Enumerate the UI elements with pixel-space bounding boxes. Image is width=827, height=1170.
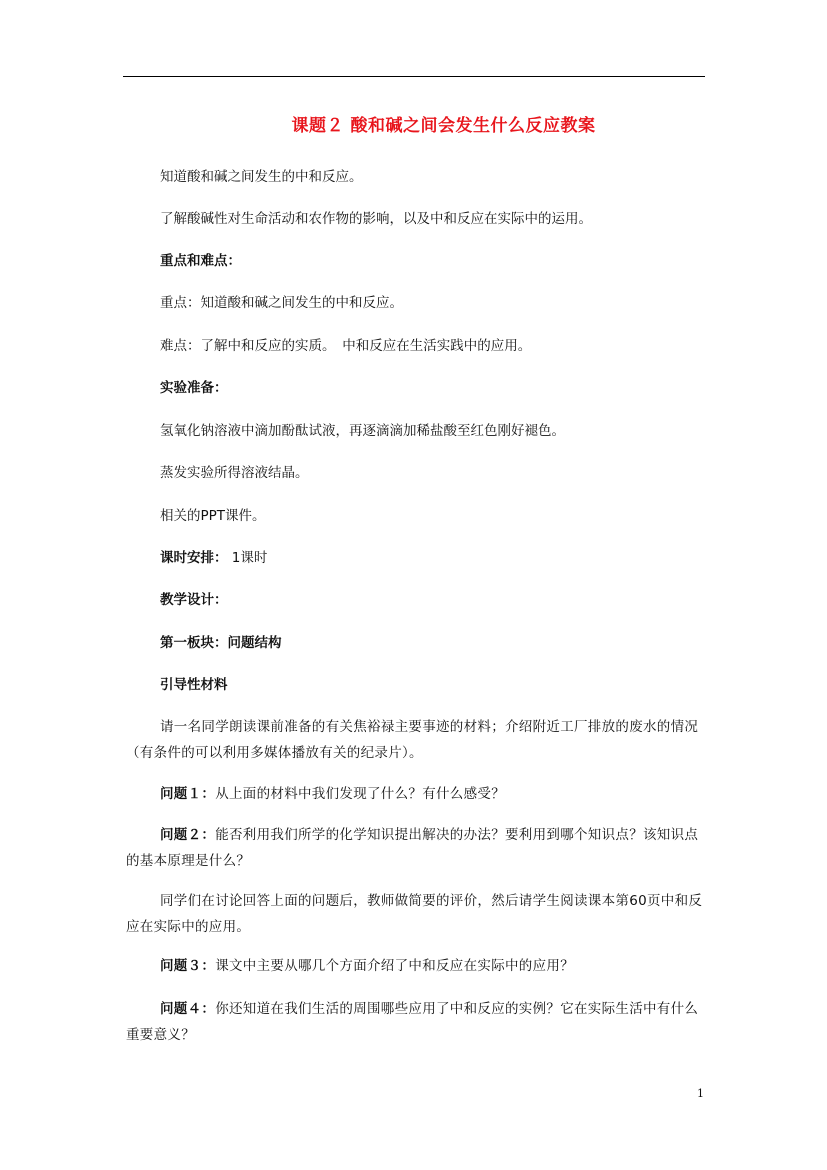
schedule-value: 1课时 (227, 550, 268, 566)
block-heading: 第一板块：问题结构 (160, 635, 282, 651)
question-4 (126, 996, 706, 1048)
question-2-text: 能否利用我们所学的化学知识提出解决的办法？要利用到哪个知识点？该知识点的基本原理是什么？ (126, 827, 699, 869)
goal-1: 知道酸和碱之间发生的中和反应。 (160, 169, 363, 185)
schedule (160, 548, 267, 568)
prep-2: 蒸发实验所得溶液结晶。 (160, 465, 309, 481)
schedule-label: 课时安排： (160, 550, 228, 566)
discussion-paragraph: 同学们在讨论回答上面的问题后，教师做简要的评价，然后请学生阅读课本第60页中和反应在实际中的应用。 (126, 893, 703, 935)
document-title: 课题２ 酸和碱之间会发生什么反应教案 (291, 116, 596, 136)
question-3 (126, 953, 706, 979)
difficulty: 难点：了解中和反应的实质。 中和反应在生活实践中的应用。 (160, 338, 532, 354)
design-heading: 教学设计： (160, 592, 228, 608)
question-3-text: 课文中主要从哪几个方面介绍了中和反应在实际中的应用？ (215, 958, 575, 974)
page-number: 1 (697, 1087, 704, 1100)
question-1-text: 从上面的材料中我们发现了什么？有什么感受？ (215, 786, 506, 802)
question-3-label: 问题３： (160, 958, 216, 974)
question-1 (126, 781, 706, 807)
question-1-label: 问题１： (160, 786, 216, 802)
prep-3: 相关的PPT课件。 (160, 508, 266, 524)
key-heading: 重点和难点： (160, 253, 241, 269)
key-point: 重点：知道酸和碱之间发生的中和反应。 (160, 295, 403, 311)
prep-1: 氢氧化钠溶液中滴加酚酞试液，再逐滴滴加稀盐酸至红色刚好褪色。 (160, 423, 565, 439)
material-heading: 引导性材料 (160, 677, 228, 693)
question-4-label: 问题４： (160, 1001, 216, 1017)
prep-heading: 实验准备： (160, 380, 228, 396)
question-2-label: 问题２： (160, 827, 216, 843)
header-rule (123, 76, 705, 77)
material-text: 请一名同学朗读课前准备的有关焦裕禄主要事迹的材料；介绍附近工厂排放的废水的情况（有条件的可以利用多媒体播放有关的纪录片）。 (126, 719, 699, 761)
question-4-text: 你还知道在我们生活的周围哪些应用了中和反应的实例？它在实际生活中有什么重要意义？ (126, 1001, 699, 1043)
goal-2: 了解酸碱性对生命活动和农作物的影响，以及中和反应在实际中的运用。 (160, 211, 592, 227)
question-2 (126, 822, 706, 874)
